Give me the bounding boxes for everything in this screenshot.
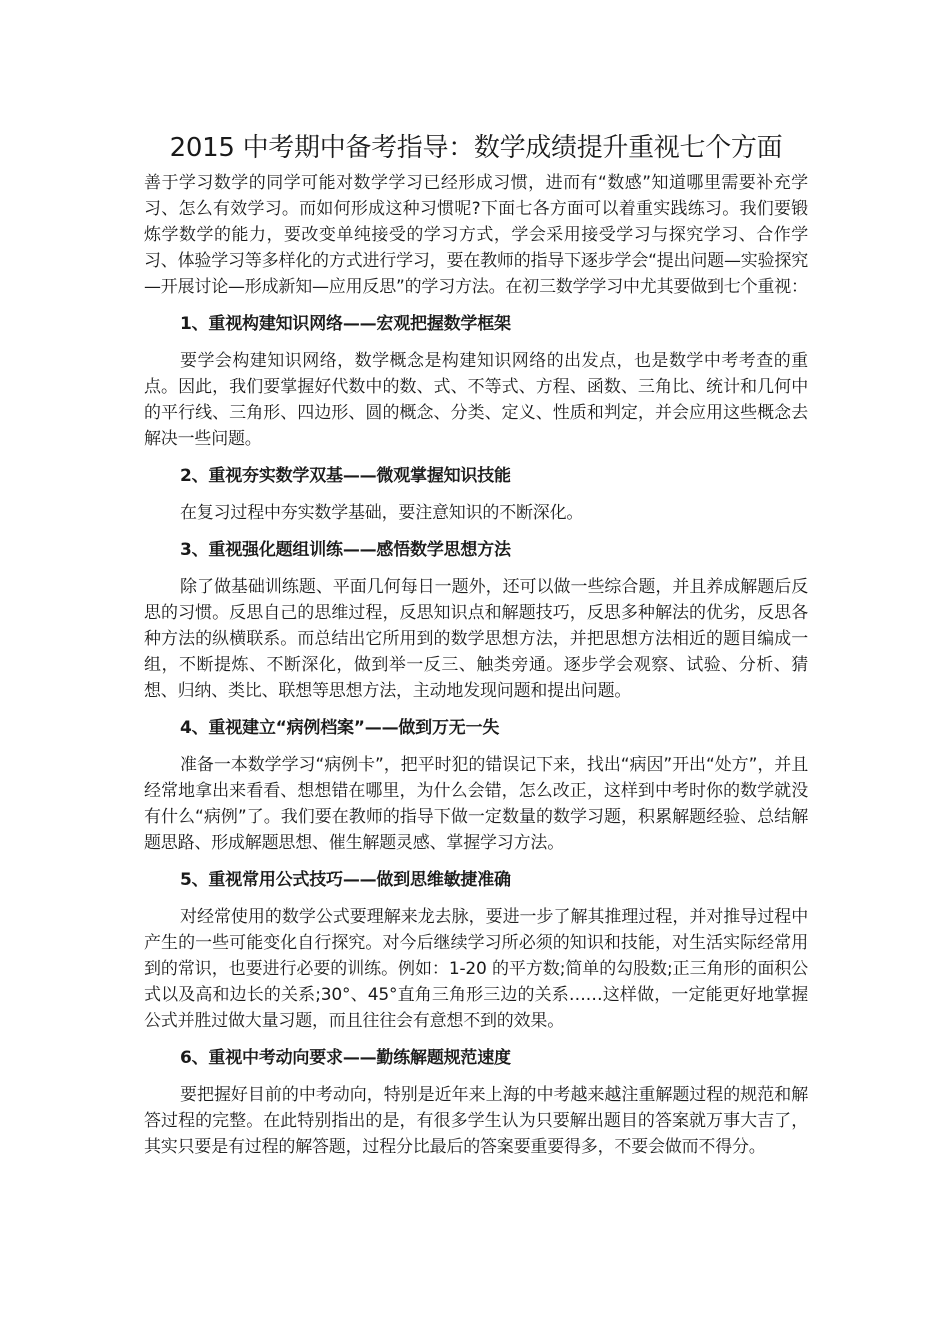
section-heading: 2、重视夯实数学双基——微观掌握知识技能: [180, 466, 511, 486]
section-body: 在复习过程中夯实数学基础，要注意知识的不断深化。: [180, 503, 584, 523]
section-body: 准备一本数学学习“病例卡”，把平时犯的错误记下来，找出“病因”开出“处方”，并且经常地拿出来看看、想想错在哪里，为什么会错，怎么改正，这样到中考时你的数学就没有什么“病例”了。我们要在教师的指导下做一定数量的数学习题，积累解题经验、总结解题思路、形成解题思想、催生解题灵感、掌握学习方法。: [144, 755, 808, 853]
document-title: 2015 中考期中备考指导：数学成绩提升重视七个方面: [169, 133, 783, 163]
section-body: 要把握好目前的中考动向，特别是近年来上海的中考越来越注重解题过程的规范和解答过程的完整。在此特别指出的是，有很多学生认为只要解出题目的答案就万事大吉了，其实只要是有过程的解答题，过程分比最后的答案要重要得多，不要会做而不得分。: [144, 1085, 808, 1157]
document-page: [144, 128, 808, 1160]
section-heading: 4、重视建立“病例档案”——做到万无一失: [180, 718, 500, 738]
section-heading: 5、重视常用公式技巧——做到思维敏捷准确: [180, 870, 511, 890]
section-heading: 6、重视中考动向要求——勤练解题规范速度: [180, 1048, 511, 1068]
section-body: 对经常使用的数学公式要理解来龙去脉，要进一步了解其推理过程，并对推导过程中产生的一些可能变化自行探究。对今后继续学习所必须的知识和技能，对生活实际经常用到的常识，也要进行必要的训练。例如：1-20 的平方数;简单的勾股数;正三角形的面积公式以及高和边长的关系;30°、45°直角三角形三边的关系……这样做，一定能更好地掌握公式并胜过做大量习题，而且往往会有意想不到的效果。: [144, 907, 808, 1031]
section-2: [144, 463, 808, 526]
section-5: [144, 867, 808, 1034]
section-3: [144, 537, 808, 704]
section-heading: 1、重视构建知识网络——宏观把握数学框架: [180, 314, 511, 334]
intro-paragraph: 善于学习数学的同学可能对数学学习已经形成习惯，进而有“数感”知道哪里需要补充学习、怎么有效学习。而如何形成这种习惯呢?下面七各方面可以着重实践练习。我们要锻炼学数学的能力，要改变单纯接受的学习方式，学会采用接受学习与探究学习、合作学习、体验学习等多样化的方式进行学习，要在教师的指导下逐步学会“提出问题—实验探究—开展讨论—形成新知—应用反思”的学习方法。在初三数学学习中尤其要做到七个重视：: [144, 173, 808, 297]
section-body: 除了做基础训练题、平面几何每日一题外，还可以做一些综合题，并且养成解题后反思的习惯。反思自己的思维过程，反思知识点和解题技巧，反思多种解法的优劣，反思各种方法的纵横联系。而总结出它所用到的数学思想方法，并把思想方法相近的题目编成一组，不断提炼、不断深化，做到举一反三、触类旁通。逐步学会观察、试验、分析、猜想、归纳、类比、联想等思想方法，主动地发现问题和提出问题。: [144, 577, 808, 701]
section-6: [144, 1045, 808, 1160]
section-4: [144, 715, 808, 856]
section-heading: 3、重视强化题组训练——感悟数学思想方法: [180, 540, 511, 560]
section-body: 要学会构建知识网络，数学概念是构建知识网络的出发点，也是数学中考考查的重点。因此，我们要掌握好代数中的数、式、不等式、方程、函数、三角比、统计和几何中的平行线、三角形、四边形、圆的概念、分类、定义、性质和判定，并会应用这些概念去解决一些问题。: [144, 351, 808, 449]
section-1: [144, 311, 808, 452]
